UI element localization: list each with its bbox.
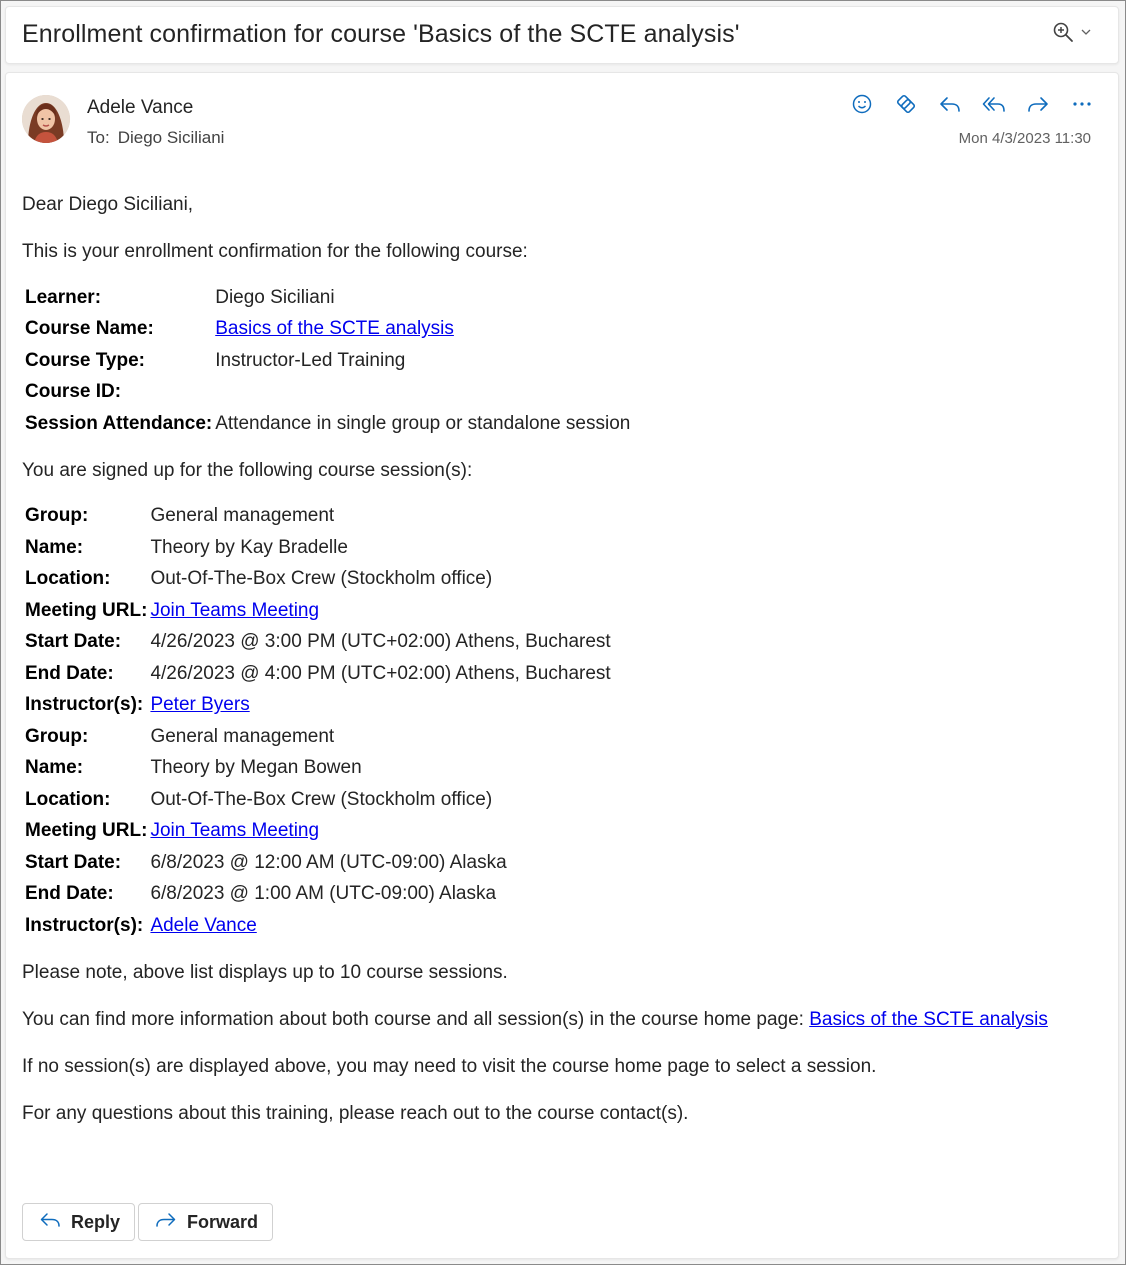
location-label: Location:: [25, 788, 111, 810]
session-name: Theory by Megan Bowen: [150, 757, 362, 779]
group-label: Group:: [25, 505, 89, 527]
message-date: Mon 4/3/2023 11:30: [958, 130, 1091, 147]
session-row-meeting: [22, 595, 611, 627]
session-row-group: [22, 501, 611, 533]
session-row-start: [22, 847, 611, 879]
instructor-label: Instructor(s):: [25, 914, 144, 936]
recipient-name[interactable]: Diego Siciliani: [117, 128, 225, 147]
message-actions: [850, 91, 1094, 117]
meeting-url-label: Meeting URL:: [25, 599, 148, 621]
loop-icon[interactable]: [894, 92, 918, 116]
chevron-down-icon: [1080, 25, 1092, 43]
more-info-label: You can find more information about both course and all session(s) in the course home page:: [22, 1008, 804, 1030]
instructor-link[interactable]: Peter Byers: [150, 694, 250, 716]
attendance-label: Session Attendance:: [25, 412, 213, 434]
zoom-control[interactable]: [1052, 21, 1092, 47]
no-sessions-text: If no session(s) are displayed above, you may need to visit the course home page to select a session.: [22, 1055, 877, 1077]
course-name-label: Course Name:: [25, 318, 154, 340]
learner-value: Diego Siciliani: [215, 286, 335, 308]
sessions-intro: You are signed up for the following course session(s):: [22, 459, 473, 481]
sessions-note: Please note, above list displays up to 10 course sessions.: [22, 961, 508, 983]
reply-all-icon[interactable]: [982, 92, 1006, 116]
session-name: Theory by Kay Bradelle: [150, 536, 348, 558]
reply-icon: [39, 1210, 61, 1235]
course-type-label: Course Type:: [25, 349, 146, 371]
reply-icon[interactable]: [938, 92, 962, 116]
attendance-value: Attendance in single group or standalone session: [215, 412, 631, 434]
intro-text: This is your enrollment confirmation for the following course:: [22, 241, 528, 262]
session-row-end: [22, 658, 611, 690]
session-row-instructor: [22, 910, 611, 942]
more-info-text: [22, 1008, 1102, 1032]
course-details: [22, 282, 630, 440]
session-row-group: [22, 721, 611, 753]
session-end: 4/26/2023 @ 4:00 PM (UTC+02:00) Athens, Bucharest: [150, 662, 611, 684]
zoom-icon: [1052, 21, 1074, 48]
to-label: To:: [87, 128, 110, 147]
forward-icon: [155, 1210, 177, 1235]
course-row-attendance: [22, 408, 630, 440]
course-type-value: Instructor-Led Training: [215, 349, 406, 371]
forward-button[interactable]: [138, 1203, 273, 1241]
session-row-instructor: [22, 690, 611, 722]
greeting: Dear Diego Siciliani,: [22, 194, 194, 215]
questions-text: For any questions about this training, please reach out to the course contact(s).: [22, 1102, 689, 1124]
session-location: Out-Of-The-Box Crew (Stockholm office): [150, 568, 493, 590]
reply-label: Reply: [71, 1211, 121, 1232]
recipient-line: [87, 128, 224, 148]
sender-name[interactable]: Adele Vance: [87, 97, 194, 118]
message-card: [5, 72, 1119, 1259]
session-details: [22, 501, 611, 942]
forward-icon[interactable]: [1026, 92, 1050, 116]
avatar[interactable]: [22, 95, 70, 143]
message-subject: Enrollment confirmation for course 'Basics of the SCTE analysis': [22, 20, 740, 48]
session-group: General management: [150, 725, 335, 747]
name-label: Name:: [25, 536, 84, 558]
name-label: Name:: [25, 757, 84, 779]
start-date-label: Start Date:: [25, 851, 122, 873]
end-date-label: End Date:: [25, 662, 114, 684]
session-row-location: [22, 564, 611, 596]
end-date-label: End Date:: [25, 883, 114, 905]
course-row-id: [22, 377, 630, 409]
session-row-end: [22, 879, 611, 911]
session-row-meeting: [22, 816, 611, 848]
message-body: [22, 193, 1102, 1126]
instructor-link[interactable]: Adele Vance: [150, 914, 257, 936]
meeting-url-label: Meeting URL:: [25, 820, 148, 842]
forward-label: Forward: [187, 1211, 259, 1232]
course-name-link[interactable]: Basics of the SCTE analysis: [215, 318, 454, 340]
course-id-label: Course ID:: [25, 381, 122, 403]
subject-bar: [5, 6, 1119, 64]
course-row-type: [22, 345, 630, 377]
session-group: General management: [150, 505, 335, 527]
session-row-name: [22, 532, 611, 564]
session-start: 6/8/2023 @ 12:00 AM (UTC-09:00) Alaska: [150, 851, 507, 873]
more-icon[interactable]: [1070, 92, 1094, 116]
session-row-location: [22, 784, 611, 816]
session-location: Out-Of-The-Box Crew (Stockholm office): [150, 788, 493, 810]
course-row-learner: [22, 282, 630, 314]
join-meeting-link[interactable]: Join Teams Meeting: [150, 599, 320, 621]
learner-label: Learner:: [25, 286, 102, 308]
session-row-name: [22, 753, 611, 785]
start-date-label: Start Date:: [25, 631, 122, 653]
session-start: 4/26/2023 @ 3:00 PM (UTC+02:00) Athens, Bucharest: [150, 631, 611, 653]
smiley-icon[interactable]: [850, 92, 874, 116]
course-home-link[interactable]: Basics of the SCTE analysis: [809, 1008, 1048, 1030]
location-label: Location:: [25, 568, 111, 590]
instructor-label: Instructor(s):: [25, 694, 144, 716]
course-id-value: [212, 377, 630, 409]
course-row-name: [22, 314, 630, 346]
session-row-start: [22, 627, 611, 659]
reply-button[interactable]: [22, 1203, 135, 1241]
join-meeting-link[interactable]: Join Teams Meeting: [150, 820, 320, 842]
group-label: Group:: [25, 725, 89, 747]
session-end: 6/8/2023 @ 1:00 AM (UTC-09:00) Alaska: [150, 883, 497, 905]
